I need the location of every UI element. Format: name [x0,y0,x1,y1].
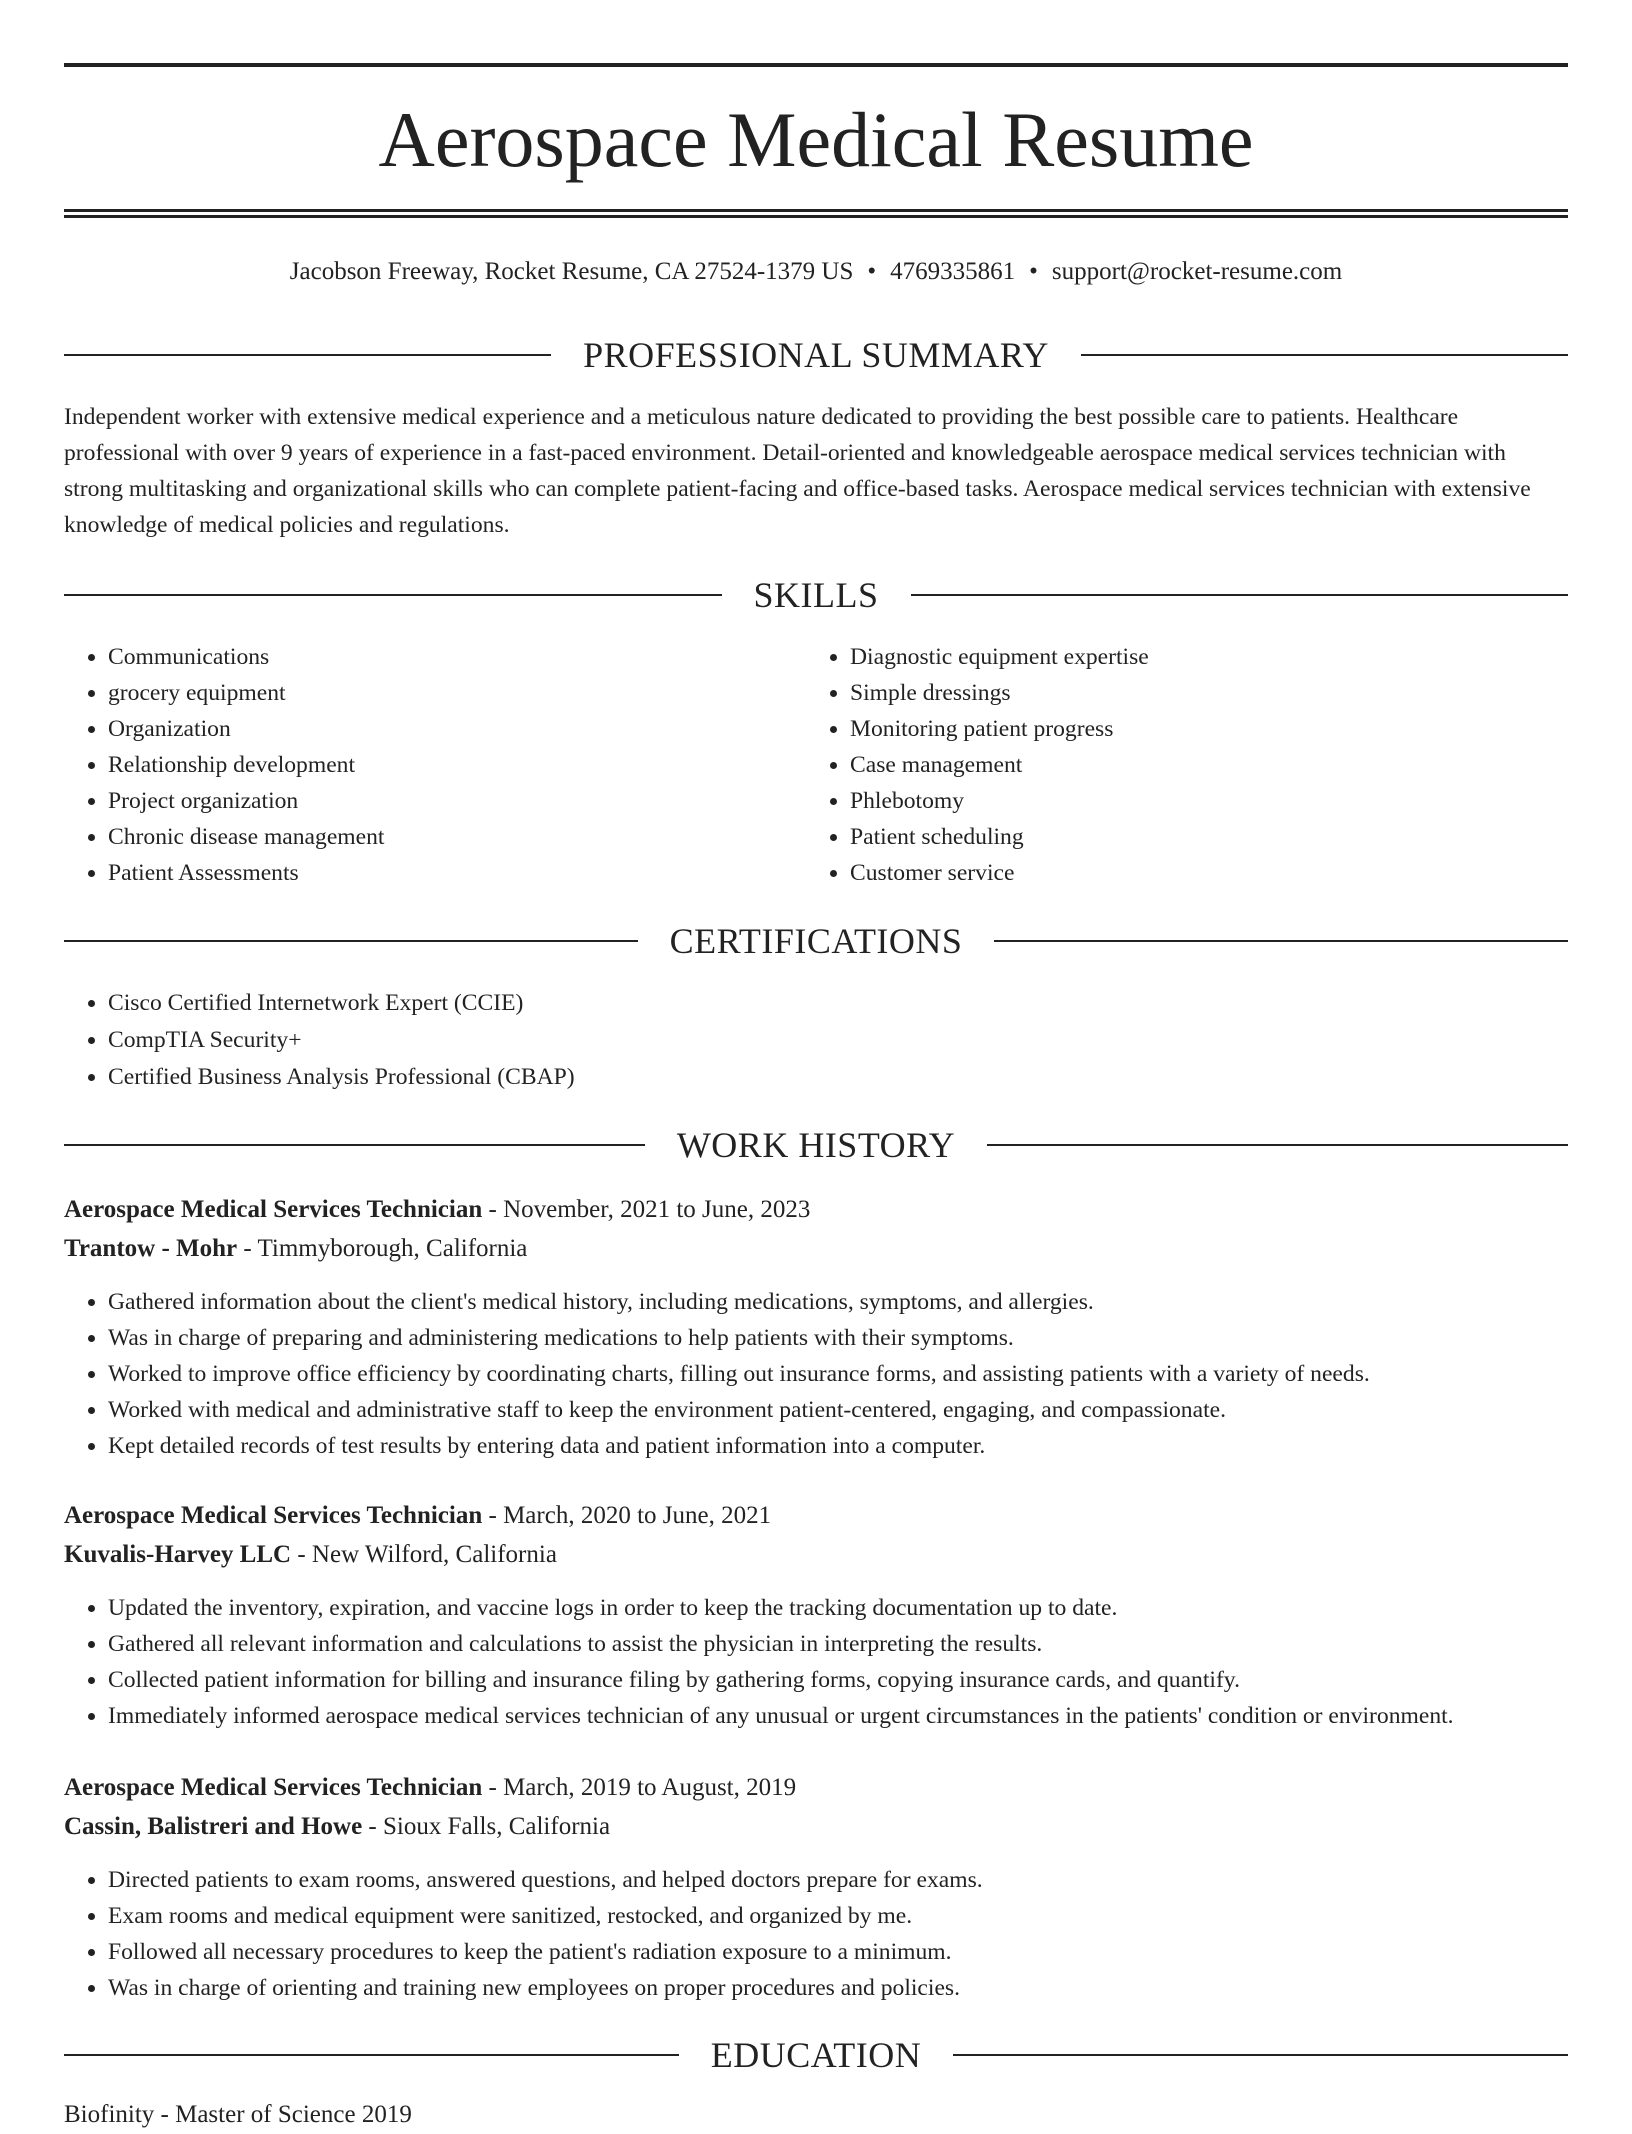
section-heading-summary [64,330,1568,380]
job-title: Aerospace Medical Services Technician [64,1196,483,1223]
heading-rule [64,940,638,942]
heading-rule [953,2054,1568,2056]
job-dates: - March, 2020 to June, 2021 [482,1502,772,1529]
job-entry [64,1496,1568,1734]
job-bullet: • Gathered all relevant information and calculations to assist the physician in interpreting the results. [108,1626,1568,1662]
title-double-rule-upper [64,209,1568,212]
skill-item: • Simple dressings [850,675,1530,711]
skill-item: • grocery equipment [108,675,788,711]
section-heading-education [64,2030,1568,2080]
job-title-line [64,1190,1568,1229]
contact-address: Jacobson Freeway, Rocket Resume, CA 27524-1379 US [289,258,854,285]
certification-item: • Cisco Certified Internetwork Expert (CCIE) [108,985,1508,1022]
job-bullet: • Immediately informed aerospace medical services technician of any unusual or urgent circumstances in the patients' condition or environment. [108,1698,1568,1734]
job-bullet: • Worked with medical and administrative staff to keep the environment patient-centered, engaging, and compassionate. [108,1392,1568,1428]
education-degree-line: Biofinity - Master of Science 2019 [64,2101,412,2128]
skills-list-left [64,639,788,891]
job-bullets [64,1862,1568,2006]
section-title-education: EDUCATION [710,2035,922,2075]
heading-rule [64,1144,645,1146]
certification-item: • CompTIA Security+ [108,1022,1508,1059]
job-bullets [64,1590,1568,1734]
contact-email: support@rocket-resume.com [1051,258,1343,285]
contact-line [64,252,1568,292]
job-location: - Sioux Falls, California [362,1813,611,1840]
job-entry [64,1190,1568,1464]
job-bullet: • Updated the inventory, expiration, and vaccine logs in order to keep the tracking documentation up to date. [108,1590,1568,1626]
heading-rule [1081,354,1568,356]
job-title-line [64,1768,1568,1807]
job-title-line [64,1496,1568,1535]
section-heading-work-history [64,1120,1568,1170]
job-bullet: • Followed all necessary procedures to keep the patient's radiation exposure to a minimum. [108,1934,1568,1970]
job-bullets [64,1284,1568,1464]
skill-item: • Project organization [108,783,788,819]
resume-title: Aerospace Medical Resume [378,96,1254,183]
job-location: - New Wilford, California [291,1541,557,1568]
summary-text: Independent worker with extensive medical experience and a meticulous nature dedicated to providing the best possible care to patients. Healthcare professional with over 9 years of experience in a fast-paced environment. Detail-oriented and knowledgeable aerospace medical services technician with strong multitasking and organizational skills who can complete patient-facing and office-based tasks. Aerospace medical services technician with extensive knowledge of medical policies and regulations. [64,404,1531,538]
skill-item: • Relationship development [108,747,788,783]
skills-list-right [806,639,1530,891]
skill-item: • Chronic disease management [108,819,788,855]
contact-phone: 4769335861 [890,258,1016,285]
job-bullet: • Exam rooms and medical equipment were sanitized, restocked, and organized by me. [108,1898,1568,1934]
job-bullet: • Kept detailed records of test results by entering data and patient information into a computer. [108,1428,1568,1464]
skill-item: • Organization [108,711,788,747]
skill-item: • Case management [850,747,1530,783]
job-company-line [64,1229,1568,1268]
job-dates: - November, 2021 to June, 2023 [482,1196,811,1223]
job-bullet: • Was in charge of preparing and administering medications to help patients with their symptoms. [108,1320,1568,1356]
skill-item: • Customer service [850,855,1530,891]
heading-rule [64,594,722,596]
section-title-certifications: CERTIFICATIONS [669,921,963,961]
job-title: Aerospace Medical Services Technician [64,1774,483,1801]
job-bullet: • Gathered information about the client's medical history, including medications, symptoms, and allergies. [108,1284,1568,1320]
heading-rule [987,1144,1568,1146]
contact-separator: • [867,258,877,285]
heading-rule [994,940,1568,942]
skill-item: • Patient scheduling [850,819,1530,855]
certifications-list [64,985,1508,1096]
heading-rule [64,2054,679,2056]
job-dates: - March, 2019 to August, 2019 [482,1774,797,1801]
job-bullet: • Was in charge of orienting and training new employees on proper procedures and policies. [108,1970,1568,2006]
section-title-skills: SKILLS [753,575,879,615]
job-company: Kuvalis-Harvey LLC [64,1541,292,1568]
job-company: Cassin, Balistreri and Howe [64,1813,363,1840]
job-company-line [64,1807,1568,1846]
certification-item: • Certified Business Analysis Professional (CBAP) [108,1059,1508,1096]
heading-rule [911,594,1569,596]
top-rule [64,63,1568,67]
job-title: Aerospace Medical Services Technician [64,1502,483,1529]
job-bullet: • Directed patients to exam rooms, answered questions, and helped doctors prepare for exams. [108,1862,1568,1898]
section-title-work-history: WORK HISTORY [676,1125,956,1165]
section-heading-skills [64,570,1568,620]
job-bullet: • Worked to improve office efficiency by coordinating charts, filling out insurance forms, and assisting patients with a variety of needs. [108,1356,1568,1392]
contact-separator: • [1029,258,1038,285]
job-entry [64,1768,1568,2006]
section-title-summary: PROFESSIONAL SUMMARY [583,335,1049,375]
skill-item: • Phlebotomy [850,783,1530,819]
job-company: Trantow - Mohr [64,1235,238,1262]
heading-rule [64,354,551,356]
skill-item: • Monitoring patient progress [850,711,1530,747]
job-company-line [64,1535,1568,1574]
title-double-rule-lower [64,215,1568,218]
skill-item: • Patient Assessments [108,855,788,891]
section-heading-certifications [64,916,1568,966]
skill-item: • Communications [108,639,788,675]
skill-item: • Diagnostic equipment expertise [850,639,1530,675]
job-location: - Timmyborough, California [237,1235,528,1262]
job-bullet: • Collected patient information for billing and insurance filing by gathering forms, copying insurance cards, and quantify. [108,1662,1568,1698]
